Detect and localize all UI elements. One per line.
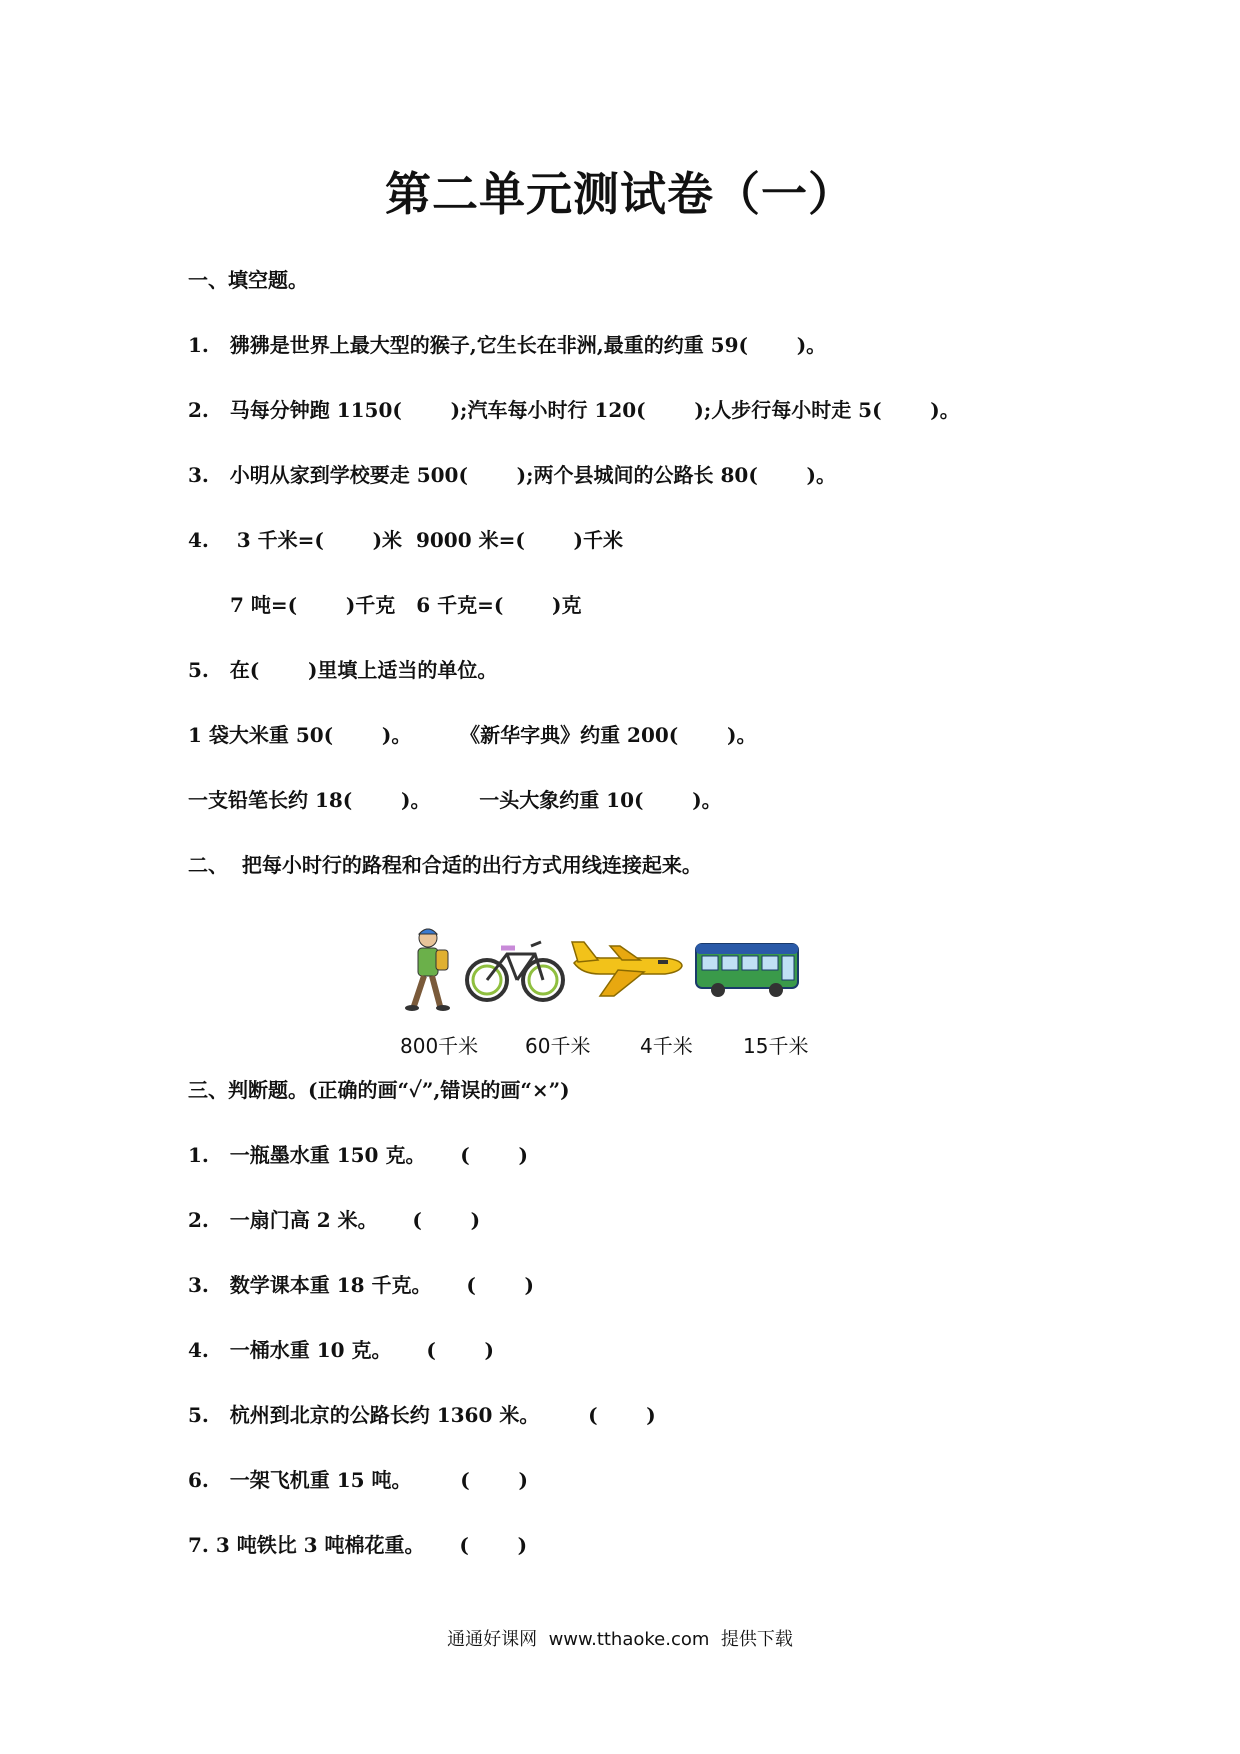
distance-label: 4千米 <box>640 1034 693 1058</box>
judge-item: 7. 3 吨铁比 3 吨棉花重。 ( ) <box>188 1533 528 1557</box>
judge-item: 3. 数学课本重 18 千克。 ( ) <box>188 1273 535 1297</box>
question-line: 5. 在( )里填上适当的单位。 <box>188 658 498 682</box>
transport-images <box>400 918 840 1018</box>
question-line: 4. 3 千米=( )米 9000 米=( )千米 <box>188 528 624 552</box>
section1-heading: 一、填空题。 <box>188 268 308 292</box>
question-line: 3. 小明从家到学校要走 500( );两个县城间的公路长 80( )。 <box>188 463 836 487</box>
judge-item: 4. 一桶水重 10 克。 ( ) <box>188 1338 495 1362</box>
judge-item: 5. 杭州到北京的公路长约 1360 米。 ( ) <box>188 1403 656 1427</box>
bus-icon <box>696 944 798 997</box>
judge-item: 1. 一瓶墨水重 150 克。 ( ) <box>188 1143 528 1167</box>
distance-label: 15千米 <box>743 1034 809 1058</box>
distance-label: 60千米 <box>525 1034 591 1058</box>
section3-heading: 三、判断题。(正确的画“✓”,错误的画“×”) <box>188 1078 570 1102</box>
judge-item: 6. 一架飞机重 15 吨。 ( ) <box>188 1468 528 1492</box>
section2-heading: 二、 把每小时行的路程和合适的出行方式用线连接起来。 <box>188 853 702 877</box>
walking-boy-icon <box>405 929 450 1011</box>
page-title: 第二单元测试卷（一） <box>385 167 855 221</box>
judge-item: 2. 一扇门高 2 米。 ( ) <box>188 1208 481 1232</box>
footer-source: 通通好课网 www.tthaoke.com 提供下载 <box>447 1629 793 1650</box>
distance-label: 800千米 <box>400 1034 479 1058</box>
airplane-icon <box>572 942 682 996</box>
question-line: 一支铅笔长约 18( )。 一头大象约重 10( )。 <box>188 788 722 812</box>
question-line: 1. 狒狒是世界上最大型的猴子,它生长在非洲,最重的约重 59( )。 <box>188 333 827 357</box>
question-line: 7 吨=( )千克 6 千克=( )克 <box>230 593 582 617</box>
bicycle-icon <box>467 942 563 1000</box>
question-line: 2. 马每分钟跑 1150( );汽车每小时行 120( );人步行每小时走 5( )。 <box>188 398 960 422</box>
question-line: 1 袋大米重 50( )。 《新华字典》约重 200( )。 <box>188 723 757 747</box>
